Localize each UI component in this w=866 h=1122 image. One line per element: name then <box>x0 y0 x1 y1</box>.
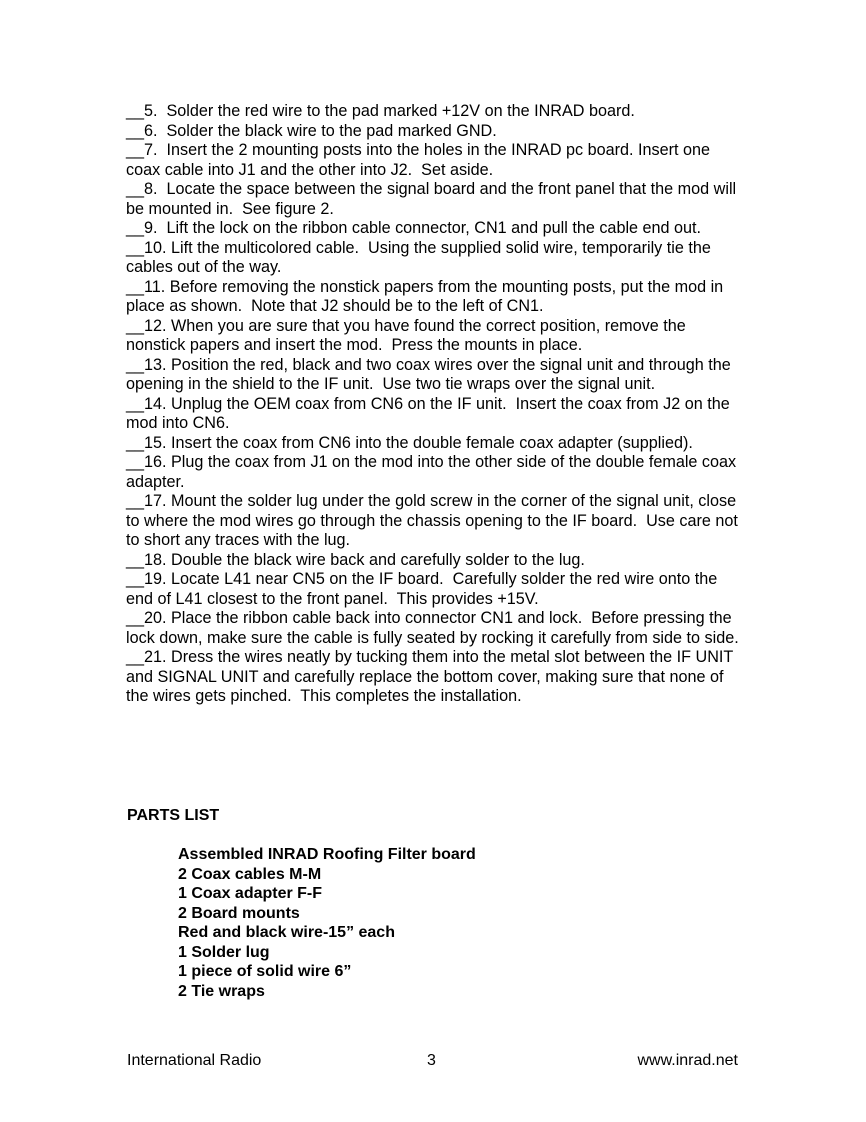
step-5: __5. Solder the red wire to the pad marked +12V on the INRAD board. <box>126 102 635 120</box>
step-18: __18. Double the black wire back and carefully solder to the lug. <box>126 550 585 569</box>
page-number: 3 <box>427 1052 436 1069</box>
footer-website: www.inrad.net <box>637 1052 738 1069</box>
parts-list <box>178 845 476 1001</box>
step-9: __9. Lift the lock on the ribbon cable connector, CN1 and pull the cable end out. <box>126 219 702 237</box>
step-20: __20. Place the ribbon cable back into connector CN1 and lock. Before pressing the lock down, make sure the cable is fully seated by rocking it carefully from side to side. <box>126 609 739 647</box>
step-11: __11. Before removing the nonstick papers from the mounting posts, put the mod in place as shown. Note that J2 should be to the left of CN1. <box>126 277 728 315</box>
step-17: __17. Mount the solder lug under the gold screw in the corner of the signal unit, close to where the mod wires go through the chassis opening to the IF board. Use care not to short any traces with the lug. <box>126 492 743 549</box>
step-13: __13. Position the red, black and two coax wires over the signal unit and through the opening in the shield to the IF unit. Use two tie wraps over the signal unit. <box>126 355 736 393</box>
step-21: __21. Dress the wires neatly by tucking them into the metal slot between the IF UNIT and SIGNAL UNIT and carefully replace the bottom cover, making sure that none of the wires gets pinched. This completes the installation. <box>126 648 738 705</box>
step-19: __19. Locate L41 near CN5 on the IF board. Carefully solder the red wire onto the end of L41 closest to the front panel. This provides +15V. <box>126 570 722 608</box>
step-8: __8. Locate the space between the signal board and the front panel that the mod will be mounted in. See figure 2. <box>126 180 741 218</box>
parts-list-item: Red and black wire-15” each <box>178 924 395 941</box>
installation-steps <box>126 102 746 707</box>
parts-list-item: 2 Tie wraps <box>178 982 265 1000</box>
step-15: __15. Insert the coax from CN6 into the double female coax adapter (supplied). <box>126 433 693 452</box>
step-16: __16. Plug the coax from J1 on the mod into the other side of the double female coax adapter. <box>126 453 741 491</box>
step-12: __12. When you are sure that you have found the correct position, remove the nonstick papers and insert the mod. Press the mounts in place. <box>126 316 691 354</box>
parts-list-item: 2 Coax cables M-M <box>178 865 322 883</box>
parts-list-item: 1 Coax adapter F-F <box>178 885 323 902</box>
step-10: __10. Lift the multicolored cable. Using the supplied solid wire, temporarily tie the cables out of the way. <box>126 238 716 276</box>
step-6: __6. Solder the black wire to the pad marked GND. <box>126 121 497 140</box>
step-7: __7. Insert the 2 mounting posts into the holes in the INRAD pc board. Insert one coax cable into J1 and the other into J2. Set aside. <box>126 141 715 179</box>
parts-list-item: 1 Solder lug <box>178 943 270 961</box>
step-14: __14. Unplug the OEM coax from CN6 on the IF unit. Insert the coax from J2 on the mod into CN6. <box>126 394 735 432</box>
parts-list-heading: PARTS LIST <box>127 807 220 824</box>
parts-list-item: Assembled INRAD Roofing Filter board <box>178 846 476 863</box>
footer-company: International Radio <box>127 1052 262 1069</box>
parts-list-item: 1 piece of solid wire 6” <box>178 963 352 980</box>
parts-list-item: 2 Board mounts <box>178 904 300 922</box>
